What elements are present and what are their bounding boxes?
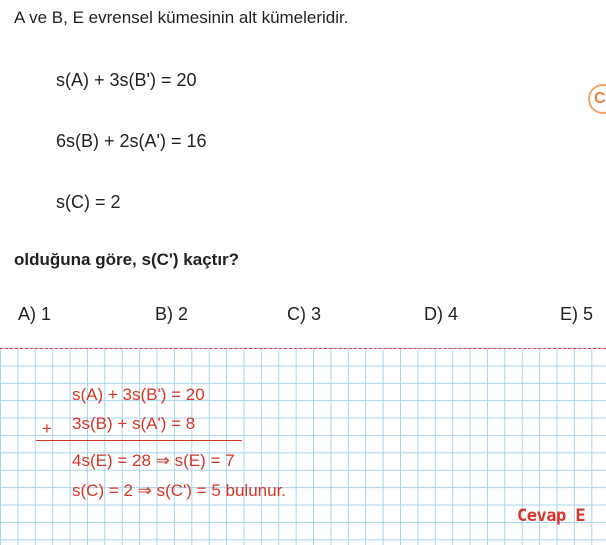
solution-sum-rule xyxy=(36,440,242,441)
option-e[interactable]: E) 5 xyxy=(560,304,594,324)
solution-grid-top-border xyxy=(0,348,606,349)
equation-3: s(C) = 2 xyxy=(56,192,121,212)
question-text: olduğuna göre, s(C') kaçtır? xyxy=(14,250,240,269)
answer-label: Cevap E xyxy=(517,506,586,526)
equation-2: 6s(B) + 2s(A') = 16 xyxy=(56,131,207,151)
solution-line-1: s(A) + 3s(B') = 20 xyxy=(72,385,205,404)
equation-1: s(A) + 3s(B') = 20 xyxy=(56,70,197,90)
solution-plus-sign: + xyxy=(42,419,52,438)
solution-line-3: 4s(E) = 28 ⇒ s(E) = 7 xyxy=(72,451,235,470)
side-tab-marker: C xyxy=(588,84,606,114)
solution-grid-background xyxy=(0,348,606,545)
solution-line-4: s(C) = 2 ⇒ s(C') = 5 bulunur. xyxy=(72,481,287,500)
solution-line-2: 3s(B) + s(A') = 8 xyxy=(72,414,196,433)
option-b[interactable]: B) 2 xyxy=(155,304,189,324)
option-a[interactable]: A) 1 xyxy=(18,304,52,324)
problem-intro: A ve B, E evrensel kümesinin alt kümeleridir. xyxy=(14,8,349,27)
option-d[interactable]: D) 4 xyxy=(424,304,459,324)
option-c[interactable]: C) 3 xyxy=(287,304,322,324)
